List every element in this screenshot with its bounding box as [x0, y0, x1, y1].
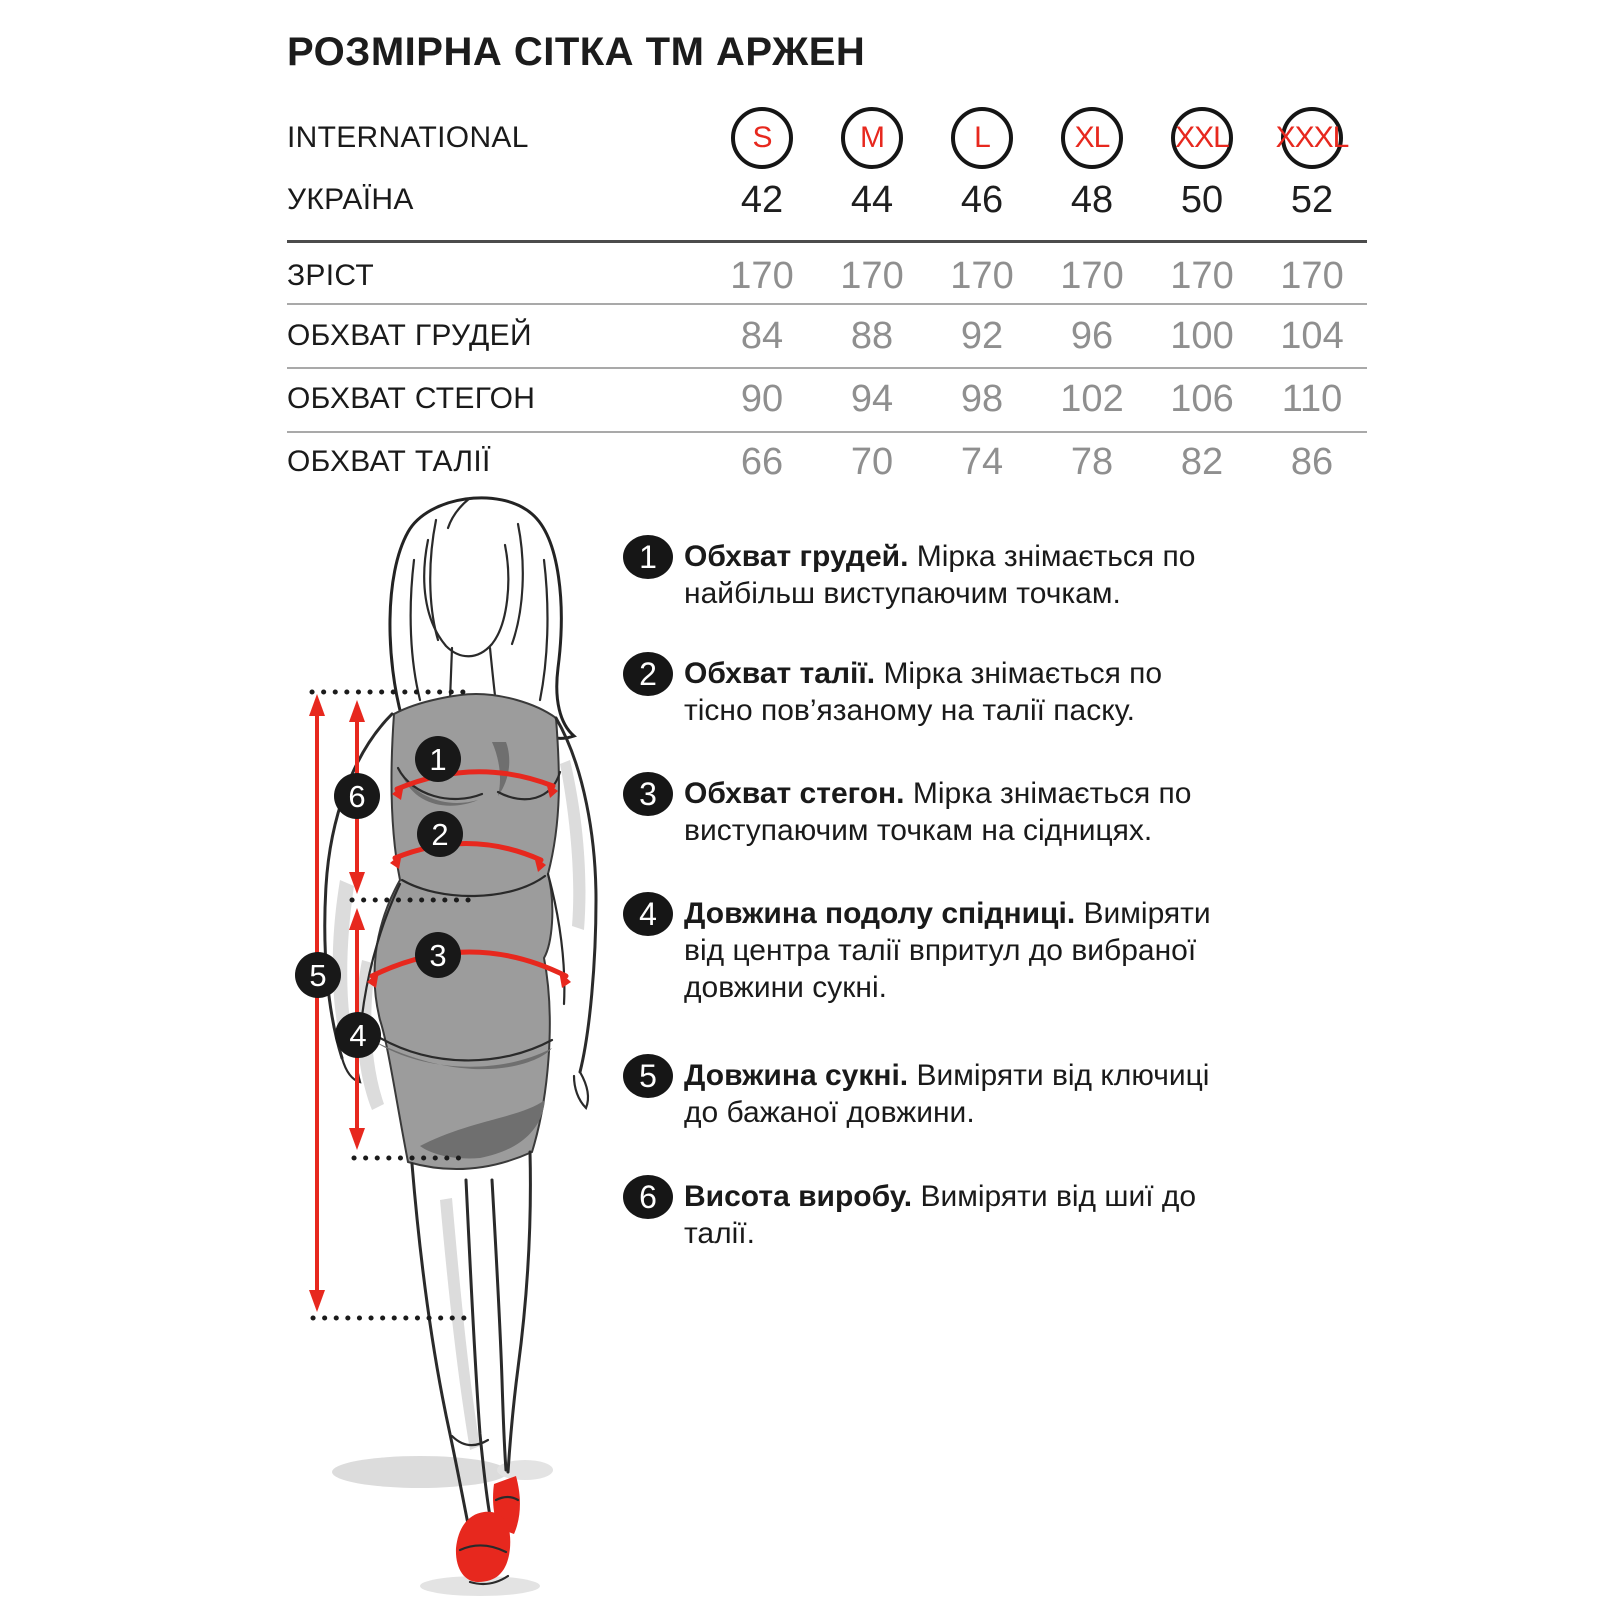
value-cell: 88: [850, 314, 894, 357]
figure-illustration: [260, 480, 640, 1600]
annotation-line: довжини сукні.: [684, 971, 887, 1004]
value-cell: 170: [1170, 254, 1234, 297]
row-international: [287, 104, 1367, 172]
annotation-line: Обхват стегон. Мірка знімається по: [684, 777, 1192, 810]
value-cell: 82: [1180, 440, 1224, 483]
annotation-text-5: [684, 1057, 1364, 1131]
annotation-text-2: [684, 655, 1364, 729]
svg-text:4: 4: [349, 1018, 367, 1053]
hips-label: ОБХВАТ СТЕГОН: [287, 382, 536, 415]
row-height: [287, 252, 1367, 300]
size-circle-XL: XL: [1061, 107, 1123, 169]
badge-hips: [415, 932, 461, 978]
svg-text:5: 5: [309, 958, 327, 993]
value-cell: 106: [1170, 377, 1234, 420]
height-values: [707, 255, 1367, 298]
annotation-text-3: [684, 775, 1364, 849]
value-cell: 92: [960, 314, 1004, 357]
value-cell: 170: [730, 254, 794, 297]
size-cell: [817, 107, 927, 169]
badge-product-height: [334, 773, 380, 819]
value-cell: 70: [850, 440, 894, 483]
row-hips: [287, 375, 1367, 423]
value-cell: 50: [1180, 178, 1224, 221]
annotation-text-6: [684, 1178, 1364, 1252]
annotation-number-5: 5: [623, 1054, 673, 1098]
annotation-line: до бажаної довжини.: [684, 1096, 975, 1129]
value-cell: 48: [1070, 178, 1114, 221]
annotation-line: Обхват грудей. Мірка знімається по: [684, 540, 1196, 573]
value-cell: 98: [960, 377, 1004, 420]
annotation-number-2: 2: [623, 652, 673, 696]
svg-text:1: 1: [429, 742, 447, 777]
bust-values: [707, 315, 1367, 358]
size-circle-M: M: [841, 107, 903, 169]
size-cell: [927, 107, 1037, 169]
value-cell: 66: [740, 440, 784, 483]
value-cell: 110: [1281, 377, 1343, 420]
annotation-number-1: 1: [623, 535, 673, 579]
waist-values: [707, 441, 1367, 484]
annotation-line: від центра талії впритул до вибраної: [684, 934, 1197, 967]
badge-skirt-length: [335, 1012, 381, 1058]
row-ukraine: [287, 176, 1367, 224]
value-cell: 44: [850, 178, 894, 221]
value-cell: 86: [1290, 440, 1334, 483]
international-sizes: [707, 107, 1367, 169]
ukraine-label: УКРАЇНА: [287, 183, 414, 216]
table-rule-3: [287, 431, 1367, 433]
value-cell: 170: [950, 254, 1014, 297]
size-cell: [707, 107, 817, 169]
table-rule-top: [287, 240, 1367, 243]
arrow-dress-length: [309, 694, 325, 1312]
ukraine-values: [707, 179, 1367, 222]
value-cell: 78: [1070, 440, 1114, 483]
annotation-line: найбільш виступаючим точкам.: [684, 577, 1121, 610]
size-cell: [1257, 107, 1367, 169]
value-cell: 170: [1280, 254, 1344, 297]
annotation-text-1: [684, 538, 1364, 612]
svg-text:6: 6: [348, 779, 366, 814]
annotation-number-6: 6: [623, 1175, 673, 1219]
annotation-number-4: 4: [623, 892, 673, 936]
row-bust: [287, 312, 1367, 360]
value-cell: 170: [1060, 254, 1124, 297]
annotation-line: талії.: [684, 1217, 755, 1250]
value-cell: 84: [740, 314, 784, 357]
value-cell: 52: [1290, 178, 1334, 221]
international-label: INTERNATIONAL: [287, 121, 529, 154]
size-cell: [1037, 107, 1147, 169]
floor-shadows: [332, 1456, 553, 1596]
annotation-number-3: 3: [623, 772, 673, 816]
dress: [372, 694, 560, 1169]
annotation-text-4: [684, 895, 1364, 1006]
value-cell: 74: [960, 440, 1004, 483]
annotation-line: Довжина сукні. Виміряти від ключиці: [684, 1059, 1210, 1092]
row-waist: [287, 438, 1367, 486]
size-cell: [1147, 107, 1257, 169]
page-title: РОЗМІРНА СІТКА ТМ АРЖЕН: [287, 30, 866, 74]
svg-text:3: 3: [429, 938, 447, 973]
size-circle-L: L: [951, 107, 1013, 169]
annotation-line: Обхват талії. Мірка знімається по: [684, 657, 1163, 690]
size-circle-S: S: [731, 107, 793, 169]
size-circle-XXXL: XXXL: [1281, 107, 1343, 169]
value-cell: 94: [850, 377, 894, 420]
value-cell: 170: [840, 254, 904, 297]
waist-label: ОБХВАТ ТАЛІЇ: [287, 445, 491, 478]
value-cell: 96: [1070, 314, 1114, 357]
svg-text:2: 2: [431, 817, 449, 852]
value-cell: 100: [1170, 314, 1234, 357]
bust-label: ОБХВАТ ГРУДЕЙ: [287, 319, 532, 352]
value-cell: 46: [960, 178, 1004, 221]
value-cell: 104: [1280, 314, 1344, 357]
annotation-line: тісно пов’язаному на талії паску.: [684, 694, 1135, 727]
badge-waist: [417, 811, 463, 857]
badge-bust: [415, 736, 461, 782]
hips-values: [707, 378, 1367, 421]
value-cell: 42: [740, 178, 784, 221]
annotation-line: Довжина подолу спідниці. Виміряти: [684, 897, 1211, 930]
height-label: ЗРІСТ: [287, 259, 374, 292]
badge-dress-length: [295, 952, 341, 998]
annotation-line: виступаючим точкам на сідницях.: [684, 814, 1153, 847]
value-cell: 90: [740, 377, 784, 420]
table-rule-1: [287, 303, 1367, 305]
size-circle-XXL: XXL: [1171, 107, 1233, 169]
table-rule-2: [287, 367, 1367, 369]
annotation-line: Висота виробу. Виміряти від шиї до: [684, 1180, 1197, 1213]
value-cell: 102: [1060, 377, 1124, 420]
